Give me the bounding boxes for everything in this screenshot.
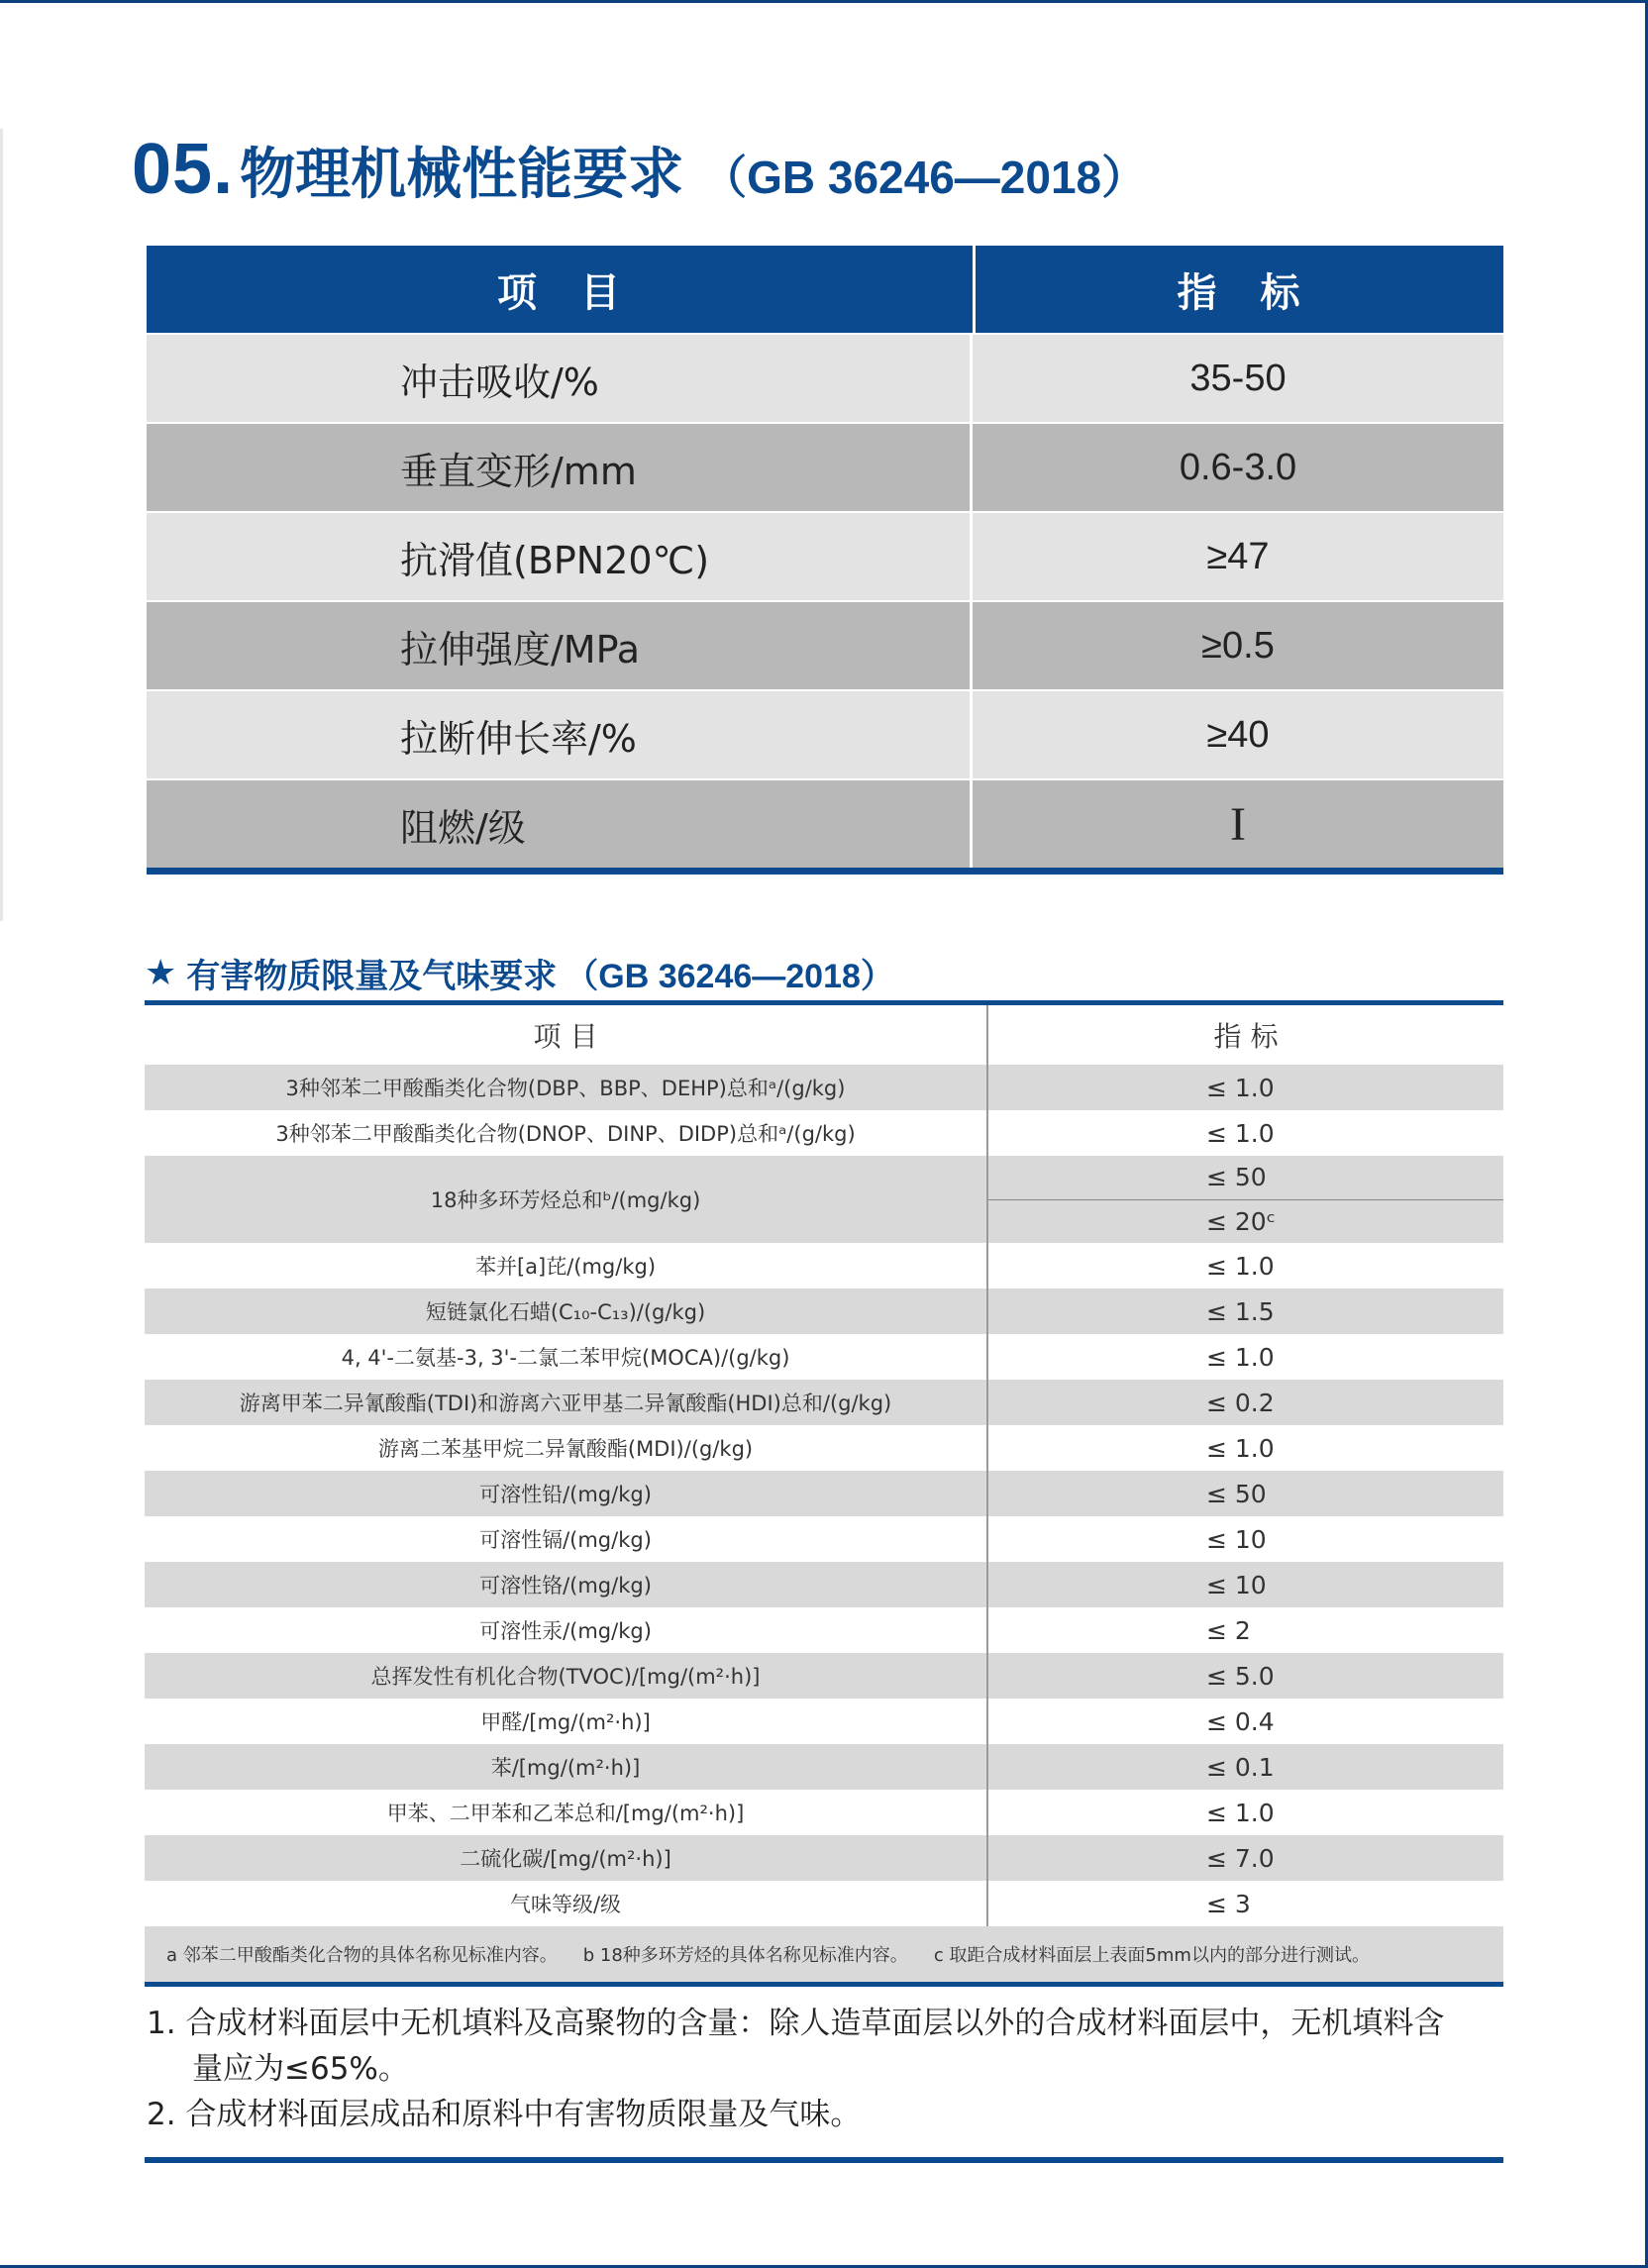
table-row	[145, 1156, 1503, 1243]
top-border	[0, 0, 1648, 3]
row-item: 阻燃/级	[147, 780, 973, 868]
table-row	[145, 1607, 1503, 1653]
table-row	[145, 1243, 1503, 1289]
row-item: 抗滑值(BPN20℃)	[147, 513, 973, 600]
row-item: 苯并[a]芘/(mg/kg)	[145, 1243, 988, 1289]
table-row	[147, 422, 1503, 511]
table-row	[145, 1334, 1503, 1380]
table-row	[145, 1110, 1503, 1156]
physical-properties-table	[147, 246, 1503, 875]
table-row	[145, 1425, 1503, 1471]
row-item: 总挥发性有机化合物(TVOC)/[mg/(m²·h)]	[145, 1653, 988, 1699]
table-header	[147, 246, 1503, 333]
row-item: 18种多环芳烃总和ᵇ/(mg/kg)	[145, 1156, 988, 1243]
table-row	[147, 689, 1503, 778]
note-1-continued: 量应为≤65%。	[192, 2051, 409, 2087]
row-value: ≤ 0.2	[1206, 1388, 1275, 1417]
table-row	[145, 1744, 1503, 1790]
row-value: ≤ 5.0	[1206, 1661, 1275, 1691]
final-rule	[145, 2157, 1503, 2163]
row-value-2: ≤ 20ᶜ	[1206, 1206, 1276, 1236]
left-border	[0, 129, 3, 921]
table-row	[145, 1065, 1503, 1110]
table-row	[145, 1835, 1503, 1881]
section2-standard: （GB 36246—2018）	[565, 958, 894, 995]
section2-title	[145, 949, 894, 997]
row-item: 短链氯化石蜡(C₁₀-C₁₃)/(g/kg)	[145, 1289, 988, 1334]
note-1: 1. 合成材料面层中无机填料及高聚物的含量：除人造草面层以外的合成材料面层中，无机填料含	[147, 2006, 1445, 2041]
row-item: 3种邻苯二甲酸酯类化合物(DNOP、DINP、DIDP)总和ᵃ/(g/kg)	[145, 1110, 988, 1156]
table-row	[145, 1380, 1503, 1425]
table-row	[145, 1790, 1503, 1835]
row-value: ≥0.5	[1201, 624, 1275, 667]
row-item: 冲击吸收/%	[147, 335, 973, 422]
row-item: 拉伸强度/MPa	[147, 602, 973, 689]
table-row	[147, 333, 1503, 422]
table-row	[147, 778, 1503, 868]
hazardous-substances-table	[145, 1000, 1503, 1987]
row-value: ≤ 0.1	[1206, 1752, 1275, 1782]
table-header	[145, 1005, 1503, 1065]
header-index: 指 标	[1213, 1020, 1279, 1053]
table-bottom-rule	[147, 868, 1503, 875]
note-2: 2. 合成材料面层成品和原料中有害物质限量及气味。	[147, 2097, 862, 2132]
row-value: ≤ 1.0	[1206, 1798, 1275, 1827]
row-item: 游离二苯基甲烷二异氰酸酯(MDI)/(g/kg)	[145, 1425, 988, 1471]
row-item: 甲苯、二甲苯和乙苯总和/[mg/(m²·h)]	[145, 1790, 988, 1835]
row-item: 二硫化碳/[mg/(m²·h)]	[145, 1835, 988, 1881]
row-value: ≥40	[1206, 713, 1270, 756]
row-value: ≤ 2	[1206, 1615, 1251, 1645]
notes	[147, 2001, 1513, 2137]
row-item: 可溶性铬/(mg/kg)	[145, 1562, 988, 1607]
row-item: 3种邻苯二甲酸酯类化合物(DBP、BBP、DEHP)总和ᵃ/(g/kg)	[145, 1065, 988, 1110]
section-number: 05.	[132, 130, 235, 209]
row-item: 气味等级/级	[145, 1881, 988, 1926]
row-value: ≤ 1.0	[1206, 1251, 1275, 1281]
row-item: 垂直变形/mm	[147, 424, 973, 511]
section2-title-text: 有害物质限量及气味要求	[186, 957, 558, 996]
row-value: ≤ 3	[1206, 1889, 1251, 1918]
row-item: 4, 4'-二氨基-3, 3'-二氯二苯甲烷(MOCA)/(g/kg)	[145, 1334, 988, 1380]
row-value: 0.6-3.0	[1179, 446, 1297, 488]
footnote-a: a 邻苯二甲酸酯类化合物的具体名称见标准内容。	[166, 1945, 558, 1966]
table-row	[145, 1516, 1503, 1562]
header-item: 项 目	[147, 246, 976, 333]
row-value: ≤ 1.0	[1206, 1342, 1275, 1372]
row-value: ≤ 1.0	[1206, 1118, 1275, 1148]
row-item: 拉断伸长率/%	[147, 691, 973, 778]
row-value: ≤ 1.0	[1206, 1433, 1275, 1463]
row-value: 35-50	[1189, 357, 1287, 399]
row-item: 游离甲苯二异氰酸酯(TDI)和游离六亚甲基二异氰酸酯(HDI)总和/(g/kg)	[145, 1380, 988, 1425]
row-value: ≤ 50	[1206, 1163, 1267, 1192]
table-row	[145, 1699, 1503, 1744]
footnote-c: c 取距合成材料面层上表面5mm以内的部分进行测试。	[933, 1945, 1370, 1966]
row-item: 可溶性汞/(mg/kg)	[145, 1607, 988, 1653]
row-value: ≤ 10	[1206, 1524, 1267, 1554]
section-title-text: 物理机械性能要求	[240, 143, 684, 207]
table-row	[145, 1653, 1503, 1699]
row-item: 可溶性镉/(mg/kg)	[145, 1516, 988, 1562]
table-row	[145, 1881, 1503, 1926]
table-row	[145, 1471, 1503, 1516]
row-value: ≤ 10	[1206, 1570, 1267, 1599]
row-item: 苯/[mg/(m²·h)]	[145, 1744, 988, 1790]
table-bottom-rule	[145, 1982, 1503, 1987]
section1-title	[132, 129, 1147, 210]
row-value: ≤ 0.4	[1206, 1706, 1275, 1736]
section-standard: （GB 36246—2018）	[701, 152, 1148, 203]
row-item: 甲醛/[mg/(m²·h)]	[145, 1699, 988, 1744]
table-row	[147, 511, 1503, 600]
footnote-b: b 18种多环芳烃的具体名称见标准内容。	[582, 1945, 908, 1966]
row-value: ≤ 1.0	[1206, 1073, 1275, 1102]
row-value: ≥47	[1206, 535, 1270, 577]
row-value: ≤ 50	[1206, 1479, 1267, 1508]
header-item: 项 目	[145, 1005, 988, 1065]
row-value: I	[1230, 797, 1246, 851]
row-value: ≤ 1.5	[1206, 1296, 1275, 1326]
table-row	[145, 1562, 1503, 1607]
table-row	[147, 600, 1503, 689]
header-index: 指 标	[1177, 269, 1302, 316]
table-row	[145, 1289, 1503, 1334]
row-value: ≤ 7.0	[1206, 1843, 1275, 1873]
star-icon: ★	[145, 953, 177, 993]
row-item: 可溶性铅/(mg/kg)	[145, 1471, 988, 1516]
table-footnotes	[145, 1926, 1503, 1982]
